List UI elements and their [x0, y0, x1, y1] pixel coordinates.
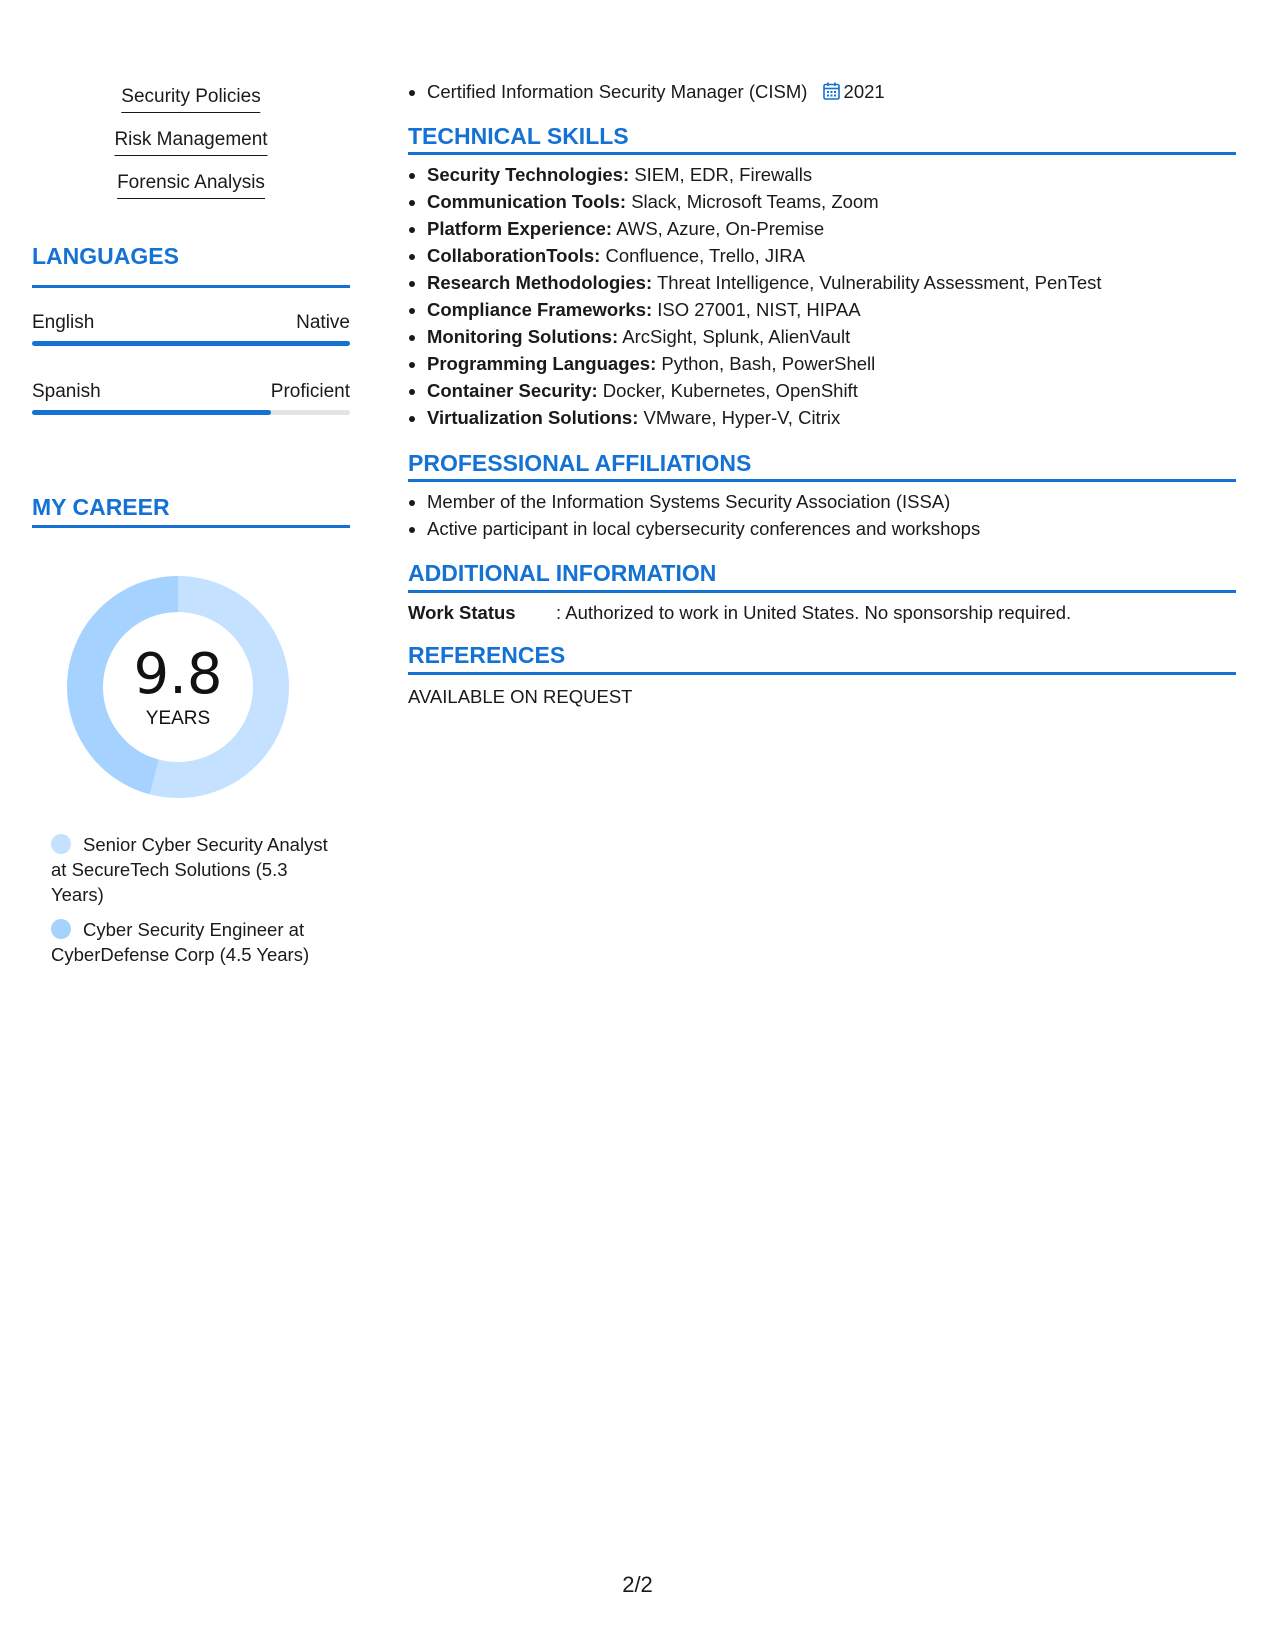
language-name: English: [32, 312, 95, 333]
skill-value: VMware, Hyper-V, Citrix: [643, 407, 841, 428]
references-title: REFERENCES: [408, 642, 566, 668]
career-total-unit: YEARS: [145, 708, 211, 729]
additional-info-title: ADDITIONAL INFORMATION: [408, 560, 717, 586]
language-proficiency-fill: [32, 410, 271, 415]
skill-label: CollaborationTools:: [427, 245, 601, 266]
affiliation-item: • Member of the Information Systems Security Association (ISSA): [427, 488, 980, 515]
skill-value: ArcSight, Splunk, AlienVault: [622, 326, 851, 347]
career-legend-item: [51, 832, 341, 907]
skill-item: [427, 188, 1102, 215]
language-row: [32, 312, 350, 334]
career-legend-label: Cyber Security Engineer at CyberDefense Corp (4.5 Years): [51, 919, 310, 965]
skill-item: [427, 323, 1102, 350]
calendar-icon: [823, 82, 840, 100]
skill-tag: Security Policies: [121, 86, 260, 113]
career-legend-label: Senior Cyber Security Analyst at SecureTech Solutions (5.3 Years): [51, 834, 328, 905]
skill-item: [427, 350, 1102, 377]
skill-value: Python, Bash, PowerShell: [661, 353, 876, 374]
section-divider: [32, 525, 350, 528]
language-proficiency-fill: [32, 341, 350, 346]
skill-label: Platform Experience:: [427, 218, 613, 239]
section-divider: [408, 152, 1236, 155]
skill-value: Slack, Microsoft Teams, Zoom: [631, 191, 879, 212]
certification-year: 2021: [843, 81, 885, 102]
affiliations-list: [408, 488, 980, 542]
skill-item: [427, 269, 1102, 296]
section-divider: [408, 479, 1236, 482]
skill-item: [427, 296, 1102, 323]
skill-label: Security Technologies:: [427, 164, 630, 185]
skill-tag: Forensic Analysis: [117, 172, 265, 199]
skill-item: [427, 161, 1102, 188]
career-title: MY CAREER: [32, 494, 170, 520]
section-divider: [32, 285, 350, 288]
work-status-label: Work Status: [408, 602, 516, 623]
skill-label: Communication Tools:: [427, 191, 627, 212]
language-proficiency-bar: [32, 341, 350, 346]
skill-value: ISO 27001, NIST, HIPAA: [657, 299, 861, 320]
work-status-value: : Authorized to work in United States. No sponsorship required.: [556, 602, 1072, 623]
skill-value: AWS, Azure, On-Premise: [616, 218, 825, 239]
page-number: 2/2: [622, 1572, 653, 1597]
career-donut-chart: [66, 575, 290, 799]
legend-dot-icon: [51, 834, 71, 854]
legend-dot-icon: [51, 919, 71, 939]
certification-name: Certified Information Security Manager (CISM): [427, 81, 808, 102]
skill-value: Confluence, Trello, JIRA: [605, 245, 805, 266]
certification-item: [427, 78, 885, 105]
skill-label: Monitoring Solutions:: [427, 326, 619, 347]
skill-item: [427, 377, 1102, 404]
technical-skills-list: [408, 161, 1102, 431]
languages-title: LANGUAGES: [32, 243, 179, 269]
technical-skills-title: TECHNICAL SKILLS: [408, 123, 629, 149]
affiliation-item: • Active participant in local cybersecurity conferences and workshops: [427, 515, 980, 542]
career-total-value: 9.8: [133, 642, 223, 707]
certification-list: [408, 78, 885, 105]
skill-item: [427, 404, 1102, 431]
skill-label: Programming Languages:: [427, 353, 657, 374]
language-row: [32, 381, 350, 403]
skill-label: Research Methodologies:: [427, 272, 653, 293]
skill-item: [427, 215, 1102, 242]
skill-label: Virtualization Solutions:: [427, 407, 639, 428]
skill-label: Container Security:: [427, 380, 598, 401]
affiliations-title: PROFESSIONAL AFFILIATIONS: [408, 450, 752, 476]
career-legend-item: [51, 917, 341, 967]
language-level: Proficient: [270, 381, 350, 402]
skill-value: Threat Intelligence, Vulnerability Assessment, PenTest: [656, 272, 1102, 293]
skill-value: SIEM, EDR, Firewalls: [634, 164, 813, 185]
section-divider: [408, 672, 1236, 675]
references-text: AVAILABLE ON REQUEST: [408, 686, 633, 707]
language-level: Native: [296, 312, 350, 333]
skill-label: Compliance Frameworks:: [427, 299, 653, 320]
language-proficiency-bar: [32, 410, 350, 415]
language-name: Spanish: [32, 381, 101, 402]
skill-item: [427, 242, 1102, 269]
section-divider: [408, 590, 1236, 593]
skill-value: Docker, Kubernetes, OpenShift: [602, 380, 858, 401]
skill-tag: Risk Management: [114, 129, 267, 156]
